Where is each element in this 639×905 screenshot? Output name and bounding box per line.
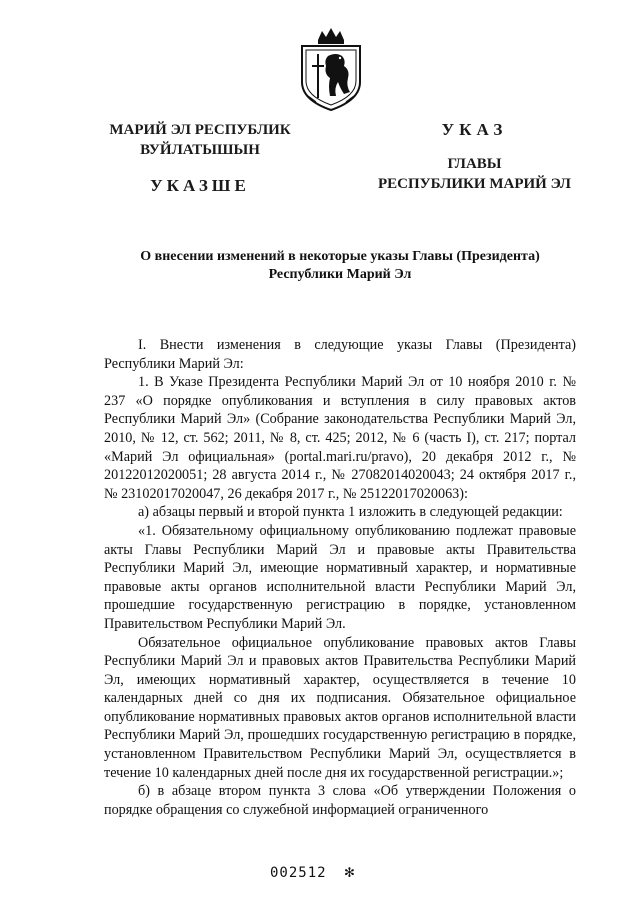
footer-mark: ✻ <box>344 862 356 881</box>
document-title-line2: Республики Марий Эл <box>268 267 412 282</box>
page-footer <box>270 862 355 881</box>
header-left-title: УКАЗШЕ <box>150 176 250 195</box>
document-title <box>105 248 575 284</box>
header-left <box>95 120 305 196</box>
header-left-line2: ВУЙЛАТЫШЫН <box>140 142 260 158</box>
paragraph-6: б) в абзаце втором пункта 3 слова «Об утверждении Положения о порядке обращения со служебной информацией ограниченного <box>104 783 576 818</box>
header-right <box>362 120 587 194</box>
document-title-line1: О внесении изменений в некоторые указы Главы (Президента) <box>140 249 540 264</box>
paragraph-1: I. Внести изменения в следующие указы Главы (Президента) Республики Марий Эл: <box>104 337 576 372</box>
paragraph-5: Обязательное официальное опубликование правовых актов Главы Республики Марий Эл и правовых актов Правительства Республики Марий Эл, имеющих нормативный характер, осуществляется в течение 10 календарных дней со дня их подписания. Обязательное официальное опубликование нормативных правовых актов органов исполнительной власти Республики Марий Эл, прошедших государственную регистрацию в порядке, установленном Правительством Республики Марий Эл, осуществляется в течение 10 календарных дней после дня их государственной регистрации.»; <box>104 634 576 781</box>
document-body <box>104 336 576 819</box>
paragraph-3: а) абзацы первый и второй пункта 1 изложить в следующей редакции: <box>138 504 563 521</box>
paragraph-4: «1. Обязательному официальному опубликованию подлежат правовые акты Главы Республики Марий Эл и правовые акты Правительства Республики Марий Эл, имеющие нормативный характер, и нормативные правовые акты органов исполнительной власти Республики Марий Эл, прошедшие государственную регистрацию в порядке, установленном Правительством Республики Марий Эл. <box>104 522 576 632</box>
header-right-title: УКАЗ <box>441 120 508 139</box>
coat-of-arms-icon <box>296 26 366 112</box>
paragraph-2: 1. В Указе Президента Республики Марий Эл от 10 ноября 2010 г. № 237 «О порядке опубликования и вступления в силу правовых актов Республики Марий Эл» (Собрание законодательства Республики Марий Эл, 2010, № 12, ст. 562; 2011, № 8, ст. 425; 2012, № 6 (часть I), ст. 217; портал «Марий Эл официальная» (portal.mari.ru/pravo), 20 декабря 2012 г., № 20122012020051; 28 августа 2014 г., № 27082014020043; 24 октября 2017 г., № 23102017020047, 26 декабря 2017 г., № 25122017020063): <box>104 374 576 502</box>
header-left-line1: МАРИЙ ЭЛ РЕСПУБЛИК <box>109 122 291 138</box>
serial-number: 002512 <box>270 865 327 881</box>
header-right-line2: РЕСПУБЛИКИ МАРИЙ ЭЛ <box>377 176 571 192</box>
header-right-line1: ГЛАВЫ <box>447 156 502 172</box>
